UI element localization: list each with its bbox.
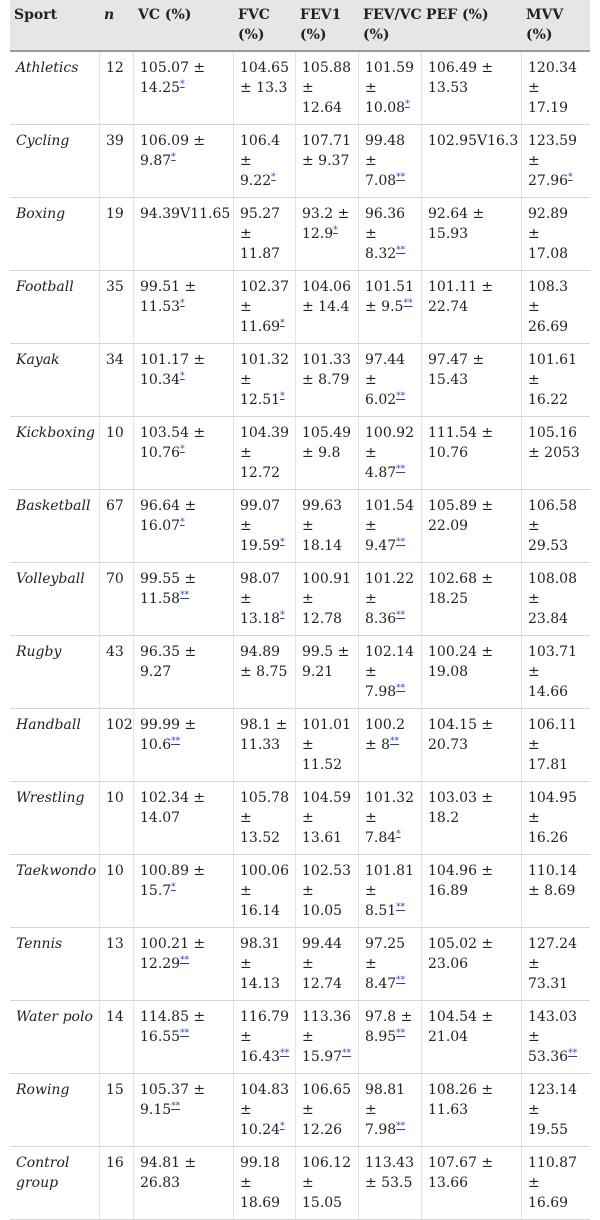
cell-value: 92.89 ± 17.08 <box>528 206 569 262</box>
cell-value: 104.83 ± 10.24 <box>240 1082 289 1138</box>
cell-value: 94.89 ± 8.75 <box>240 644 288 680</box>
cell-n: 10 <box>100 417 134 490</box>
table-row <box>10 709 590 782</box>
significance-marker[interactable]: * <box>280 610 285 621</box>
cell-n: 39 <box>100 125 134 198</box>
cell-value: 102.34 ± 14.07 <box>140 790 206 826</box>
cell-value: 105.07 ± 14.25 <box>140 60 206 96</box>
cell-fev1 <box>296 782 359 855</box>
table-row <box>10 271 590 344</box>
cell-fvc <box>234 1074 296 1147</box>
cell-sport: Football <box>10 271 100 344</box>
cell-value: 108.26 ± 11.63 <box>428 1082 494 1118</box>
table-row <box>10 928 590 1001</box>
cell-fvc <box>234 271 296 344</box>
cell-value: 104.39 ± 12.72 <box>240 425 289 481</box>
cell-value: 120.34 ± 17.19 <box>528 60 577 116</box>
cell-pef <box>422 490 522 563</box>
cell-value: 108.08 ± 23.84 <box>528 571 577 627</box>
cell-sport: Kayak <box>10 344 100 417</box>
cell-value: 106.58 ± 29.53 <box>528 498 577 554</box>
cell-n: 35 <box>100 271 134 344</box>
cell-value: 106.09 ± 9.87 <box>140 133 206 169</box>
significance-marker[interactable]: ** <box>342 1048 352 1059</box>
cell-value: 99.18 ± 18.69 <box>240 1155 281 1211</box>
cell-pef <box>422 855 522 928</box>
cell-mvv <box>522 928 590 1001</box>
cell-fev1 <box>296 1074 359 1147</box>
cell-fev1 <box>296 636 359 709</box>
cell-fev-vc <box>359 563 422 636</box>
significance-marker[interactable]: ** <box>396 610 406 621</box>
cell-mvv <box>522 417 590 490</box>
significance-marker[interactable]: ** <box>403 298 413 309</box>
cell-fev-vc <box>359 709 422 782</box>
significance-marker[interactable]: ** <box>568 1048 578 1059</box>
cell-fev-vc <box>359 1074 422 1147</box>
cell-value: 101.51 ± 9.5 <box>365 279 414 315</box>
cell-pef <box>422 636 522 709</box>
cell-value: 101.17 ± 10.34 <box>140 352 206 388</box>
cell-value: 94.39V11.65 <box>140 206 231 222</box>
cell-value: 101.81 ± 8.51 <box>365 863 414 919</box>
significance-marker[interactable]: ** <box>396 537 406 548</box>
cell-n: 70 <box>100 563 134 636</box>
cell-value: 104.59 ± 13.61 <box>302 790 351 846</box>
cell-fev1 <box>296 563 359 636</box>
significance-marker[interactable]: ** <box>280 1048 290 1059</box>
cell-mvv <box>522 490 590 563</box>
cell-fvc <box>234 125 296 198</box>
significance-marker[interactable]: ** <box>396 391 406 402</box>
cell-pef <box>422 928 522 1001</box>
cell-fev-vc <box>359 271 422 344</box>
cell-value: 110.14 ± 8.69 <box>528 863 577 899</box>
cell-fev1 <box>296 344 359 417</box>
cell-vc <box>134 344 234 417</box>
cell-value: 116.79 ± 16.43 <box>240 1009 289 1065</box>
table-row <box>10 782 590 855</box>
cell-value: 99.51 ± 11.53 <box>140 279 197 315</box>
cell-mvv <box>522 198 590 271</box>
significance-marker[interactable]: ** <box>396 902 406 913</box>
cell-value: 101.22 ± 8.36 <box>365 571 414 627</box>
cell-value: 95.27 ± 11.87 <box>240 206 281 262</box>
cell-value: 101.59 ± 10.08 <box>365 60 414 116</box>
cell-value: 104.15 ± 20.73 <box>428 717 494 753</box>
significance-marker[interactable]: ** <box>180 1028 190 1039</box>
cell-vc <box>134 782 234 855</box>
cell-value: 97.44 ± 6.02 <box>365 352 406 408</box>
table-row <box>10 344 590 417</box>
cell-value: 104.95 ± 16.26 <box>528 790 577 846</box>
cell-fev-vc <box>359 1147 422 1220</box>
col-header-fvc: FVC (%) <box>234 0 296 52</box>
cell-value: 100.21 ± 12.29 <box>140 936 206 972</box>
cell-fev-vc <box>359 928 422 1001</box>
cell-pef <box>422 198 522 271</box>
cell-fev-vc <box>359 198 422 271</box>
cell-n: 10 <box>100 782 134 855</box>
cell-fvc <box>234 1147 296 1220</box>
table-row <box>10 198 590 271</box>
cell-sport: Kickboxing <box>10 417 100 490</box>
cell-fev1 <box>296 198 359 271</box>
cell-fev-vc <box>359 782 422 855</box>
cell-value: 102.53 ± 10.05 <box>302 863 351 919</box>
cell-value: 97.47 ± 15.43 <box>428 352 485 388</box>
cell-sport: Wrestling <box>10 782 100 855</box>
table-row <box>10 490 590 563</box>
table-body <box>10 52 590 1220</box>
cell-fvc <box>234 855 296 928</box>
cell-value: 101.32 ± 7.84 <box>365 790 414 846</box>
cell-value: 96.35 ± 9.27 <box>140 644 197 680</box>
cell-value: 101.54 ± 9.47 <box>365 498 414 554</box>
cell-sport: Volleyball <box>10 563 100 636</box>
table-row <box>10 1074 590 1147</box>
cell-value: 102.95V16.3 <box>428 133 519 149</box>
cell-n: 34 <box>100 344 134 417</box>
significance-marker[interactable]: ** <box>390 736 400 747</box>
significance-marker[interactable]: * <box>280 391 285 402</box>
cell-value: 103.03 ± 18.2 <box>428 790 494 826</box>
cell-fev1 <box>296 417 359 490</box>
cell-pef <box>422 271 522 344</box>
cell-value: 123.59 ± 27.96 <box>528 133 577 189</box>
cell-value: 96.36 ± 8.32 <box>365 206 406 262</box>
significance-marker[interactable]: * <box>271 172 276 183</box>
cell-pef <box>422 1147 522 1220</box>
cell-n: 67 <box>100 490 134 563</box>
cell-value: 106.49 ± 13.53 <box>428 60 494 96</box>
cell-value: 105.78 ± 13.52 <box>240 790 289 846</box>
col-header-fev-vc: FEV/VC (%) <box>359 0 422 52</box>
cell-value: 98.81 ± 7.98 <box>365 1082 406 1138</box>
cell-value: 97.8 ± 8.95 <box>365 1009 413 1045</box>
cell-value: 105.02 ± 23.06 <box>428 936 494 972</box>
significance-marker[interactable]: * <box>280 318 285 329</box>
cell-value: 99.55 ± 11.58 <box>140 571 197 607</box>
cell-pef <box>422 782 522 855</box>
col-header-mvv: MVV (%) <box>522 0 590 52</box>
cell-n: 15 <box>100 1074 134 1147</box>
cell-fev1 <box>296 125 359 198</box>
cell-n: 19 <box>100 198 134 271</box>
significance-marker[interactable]: * <box>171 152 176 163</box>
cell-fev1 <box>296 855 359 928</box>
col-header-n: n <box>100 0 134 52</box>
cell-value: 106.12 ± 15.05 <box>302 1155 351 1211</box>
cell-fev1 <box>296 52 359 125</box>
cell-mvv <box>522 563 590 636</box>
cell-value: 99.63 ± 18.14 <box>302 498 343 554</box>
cell-value: 105.16 ± 2053 <box>528 425 580 461</box>
cell-mvv <box>522 52 590 125</box>
significance-marker[interactable]: ** <box>180 955 190 966</box>
cell-value: 99.44 ± 12.74 <box>302 936 343 992</box>
cell-n: 16 <box>100 1147 134 1220</box>
cell-mvv <box>522 125 590 198</box>
cell-sport: Water polo <box>10 1001 100 1074</box>
significance-marker[interactable]: * <box>405 99 410 110</box>
significance-marker[interactable]: ** <box>396 975 406 986</box>
cell-value: 98.31 ± 14.13 <box>240 936 281 992</box>
cell-fvc <box>234 709 296 782</box>
cell-sport: Rugby <box>10 636 100 709</box>
cell-value: 99.99 ± 10.6 <box>140 717 197 753</box>
table-row <box>10 563 590 636</box>
significance-marker[interactable]: * <box>396 829 401 840</box>
cell-fev-vc <box>359 1001 422 1074</box>
cell-vc <box>134 417 234 490</box>
significance-marker[interactable]: * <box>180 298 185 309</box>
cell-fev1 <box>296 1147 359 1220</box>
table-header <box>10 0 590 52</box>
cell-value: 105.49 ± 9.8 <box>302 425 351 461</box>
cell-fvc <box>234 490 296 563</box>
cell-value: 92.64 ± 15.93 <box>428 206 485 242</box>
cell-vc <box>134 198 234 271</box>
significance-marker[interactable]: ** <box>396 1028 406 1039</box>
cell-sport: Athletics <box>10 52 100 125</box>
cell-value: 102.68 ± 18.25 <box>428 571 494 607</box>
cell-vc <box>134 1147 234 1220</box>
cell-mvv <box>522 782 590 855</box>
cell-sport: Handball <box>10 709 100 782</box>
cell-value: 106.11 ± 17.81 <box>528 717 577 773</box>
cell-pef <box>422 1074 522 1147</box>
cell-value: 101.61 ± 16.22 <box>528 352 577 408</box>
cell-vc <box>134 1074 234 1147</box>
cell-fev1 <box>296 709 359 782</box>
cell-fev1 <box>296 271 359 344</box>
cell-vc <box>134 928 234 1001</box>
significance-marker[interactable]: ** <box>180 590 190 601</box>
cell-fev-vc <box>359 490 422 563</box>
significance-marker[interactable]: ** <box>396 464 406 475</box>
cell-value: 104.65 ± 13.3 <box>240 60 289 96</box>
cell-value: 127.24 ± 73.31 <box>528 936 577 992</box>
significance-marker[interactable]: ** <box>396 683 406 694</box>
cell-value: 107.71 ± 9.37 <box>302 133 351 169</box>
cell-value: 96.64 ± 16.07 <box>140 498 197 534</box>
cell-value: 105.89 ± 22.09 <box>428 498 494 534</box>
cell-value: 106.4 ± 9.22 <box>240 133 281 189</box>
cell-value: 113.43 ± 53.5 <box>365 1155 414 1191</box>
cell-value: 101.32 ± 12.51 <box>240 352 289 408</box>
cell-vc <box>134 52 234 125</box>
significance-marker[interactable]: * <box>180 444 185 455</box>
cell-sport: Taekwondo <box>10 855 100 928</box>
cell-sport: Cycling <box>10 125 100 198</box>
cell-fev-vc <box>359 125 422 198</box>
table-row <box>10 1147 590 1220</box>
cell-value: 100.06 ± 16.14 <box>240 863 289 919</box>
significance-marker[interactable]: * <box>171 882 176 893</box>
spirometry-table <box>10 0 590 1220</box>
significance-marker[interactable]: * <box>280 537 285 548</box>
cell-value: 101.33 ± 8.79 <box>302 352 351 388</box>
cell-fev-vc <box>359 344 422 417</box>
cell-fev-vc <box>359 636 422 709</box>
cell-pef <box>422 417 522 490</box>
cell-value: 94.81 ± 26.83 <box>140 1155 197 1191</box>
cell-n: 43 <box>100 636 134 709</box>
significance-marker[interactable]: ** <box>396 1121 406 1132</box>
cell-pef <box>422 344 522 417</box>
significance-marker[interactable]: ** <box>396 245 406 256</box>
cell-fvc <box>234 417 296 490</box>
cell-value: 99.48 ± 7.08 <box>365 133 406 189</box>
cell-value: 101.01 ± 11.52 <box>302 717 351 773</box>
cell-value: 99.07 ± 19.59 <box>240 498 281 554</box>
cell-sport: Basketball <box>10 490 100 563</box>
col-header-vc: VC (%) <box>134 0 234 52</box>
cell-pef <box>422 52 522 125</box>
cell-pef <box>422 709 522 782</box>
table-row <box>10 125 590 198</box>
cell-mvv <box>522 1001 590 1074</box>
cell-fvc <box>234 636 296 709</box>
cell-value: 110.87 ± 16.69 <box>528 1155 577 1211</box>
cell-mvv <box>522 271 590 344</box>
cell-pef <box>422 1001 522 1074</box>
cell-fev1 <box>296 928 359 1001</box>
cell-fev-vc <box>359 52 422 125</box>
cell-n: 10 <box>100 855 134 928</box>
cell-fvc <box>234 52 296 125</box>
cell-value: 102.37 ± 11.69 <box>240 279 289 335</box>
cell-fvc <box>234 1001 296 1074</box>
cell-value: 103.54 ± 10.76 <box>140 425 206 461</box>
cell-vc <box>134 855 234 928</box>
cell-value: 102.14 ± 7.98 <box>365 644 414 700</box>
cell-value: 100.89 ± 15.7 <box>140 863 206 899</box>
cell-mvv <box>522 1074 590 1147</box>
cell-value: 105.37 ± 9.15 <box>140 1082 206 1118</box>
cell-pef <box>422 125 522 198</box>
cell-vc <box>134 125 234 198</box>
table-row <box>10 1001 590 1074</box>
table-row <box>10 855 590 928</box>
cell-value: 105.88 ± 12.64 <box>302 60 351 116</box>
cell-mvv <box>522 344 590 417</box>
cell-fvc <box>234 198 296 271</box>
cell-value: 104.54 ± 21.04 <box>428 1009 494 1045</box>
significance-marker[interactable]: * <box>180 371 185 382</box>
cell-value: 100.92 ± 4.87 <box>365 425 414 481</box>
cell-mvv <box>522 636 590 709</box>
cell-vc <box>134 490 234 563</box>
cell-value: 98.07 ± 13.18 <box>240 571 281 627</box>
cell-value: 100.91 ± 12.78 <box>302 571 351 627</box>
col-header-sport: Sport <box>10 0 100 52</box>
significance-marker[interactable]: * <box>568 172 573 183</box>
significance-marker[interactable]: ** <box>396 172 406 183</box>
significance-marker[interactable]: ** <box>171 736 181 747</box>
cell-fvc <box>234 782 296 855</box>
significance-marker[interactable]: * <box>333 225 338 236</box>
cell-n: 14 <box>100 1001 134 1074</box>
cell-value: 104.06 ± 14.4 <box>302 279 351 315</box>
significance-marker[interactable]: ** <box>171 1101 181 1112</box>
cell-pef <box>422 563 522 636</box>
cell-fev-vc <box>359 417 422 490</box>
cell-fvc <box>234 344 296 417</box>
cell-fvc <box>234 928 296 1001</box>
cell-value: 100.2 ± 8 <box>365 717 406 753</box>
significance-marker[interactable]: * <box>180 79 185 90</box>
table-row <box>10 417 590 490</box>
cell-value: 104.96 ± 16.89 <box>428 863 494 899</box>
cell-value: 100.24 ± 19.08 <box>428 644 494 680</box>
cell-fvc <box>234 563 296 636</box>
cell-value: 108.3 ± 26.69 <box>528 279 569 335</box>
cell-vc <box>134 271 234 344</box>
cell-value: 97.25 ± 8.47 <box>365 936 406 992</box>
cell-value: 114.85 ± 16.55 <box>140 1009 206 1045</box>
cell-value: 106.65 ± 12.26 <box>302 1082 351 1138</box>
cell-sport: Control group <box>10 1147 100 1220</box>
cell-fev-vc <box>359 855 422 928</box>
significance-marker[interactable]: * <box>280 1121 285 1132</box>
cell-sport: Boxing <box>10 198 100 271</box>
cell-value: 143.03 ± 53.36 <box>528 1009 577 1065</box>
cell-value: 103.71 ± 14.66 <box>528 644 577 700</box>
col-header-fev1: FEV1 (%) <box>296 0 359 52</box>
cell-n: 102 <box>100 709 134 782</box>
cell-mvv <box>522 709 590 782</box>
cell-value: 101.11 ± 22.74 <box>428 279 494 315</box>
cell-value: 111.54 ± 10.76 <box>428 425 494 461</box>
cell-value: 99.5 ± 9.21 <box>302 644 350 680</box>
table-row <box>10 636 590 709</box>
cell-value: 123.14 ± 19.55 <box>528 1082 577 1138</box>
cell-fev1 <box>296 1001 359 1074</box>
table-row <box>10 52 590 125</box>
cell-vc <box>134 636 234 709</box>
cell-value: 98.1 ± 11.33 <box>240 717 288 753</box>
significance-marker[interactable]: * <box>180 517 185 528</box>
col-header-pef: PEF (%) <box>422 0 522 52</box>
cell-vc <box>134 709 234 782</box>
cell-n: 13 <box>100 928 134 1001</box>
cell-value: 107.67 ± 13.66 <box>428 1155 494 1191</box>
cell-vc <box>134 563 234 636</box>
cell-mvv <box>522 1147 590 1220</box>
cell-value: 93.2 ± 12.9 <box>302 206 350 242</box>
cell-n: 12 <box>100 52 134 125</box>
cell-sport: Rowing <box>10 1074 100 1147</box>
cell-value: 113.36 ± 15.97 <box>302 1009 351 1065</box>
cell-vc <box>134 1001 234 1074</box>
cell-fev1 <box>296 490 359 563</box>
cell-mvv <box>522 855 590 928</box>
cell-sport: Tennis <box>10 928 100 1001</box>
